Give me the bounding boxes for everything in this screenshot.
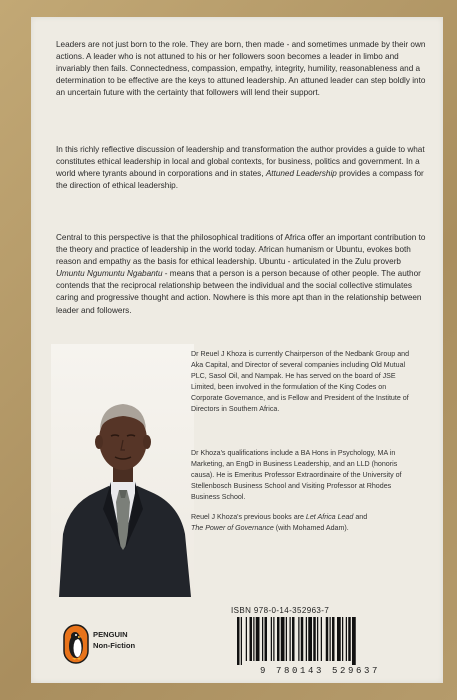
barcode-box (225, 615, 417, 677)
zulu-proverb-italic: Umuntu Ngumuntu Ngabantu (56, 269, 163, 279)
blurb-paragraph-1: Leaders are not just born to the role. They are born, then made - and sometimes unmade by their own actions. A leader who is not attuned to his or her followers soon becomes a leader in limbo and invariably then fails. Connectedness, compassion, empathy, integrity, humility, reasonableness and a determination to be effective are the keys to attuned leadership. An attuned leader can step boldly into an uncertain future with the certainty that followers will lend their support. (56, 40, 426, 98)
barcode-bar (306, 617, 307, 661)
barcode-bar (246, 617, 247, 661)
barcode-bar (281, 617, 285, 661)
barcode-bar (292, 617, 295, 661)
barcode-bar (265, 617, 268, 661)
barcode-bar (277, 617, 280, 661)
barcode-bar (273, 617, 274, 661)
barcode-bar (342, 617, 343, 661)
publisher-series: Non-Fiction (93, 641, 136, 650)
blurb-paragraph-3-text: Central to this perspective is that the philosophical traditions of Africa offer an important contribution to the theory and practice of leadership in the world today. African humanism or Ubuntu, evokes both reason and empathy as the basis for ethical leadership. Ubuntu - articulated in the Zulu proverb (56, 233, 426, 267)
barcode-bar (262, 617, 263, 661)
barcode-bar (256, 617, 260, 661)
barcode-number: 9 780143 529637 (259, 666, 380, 676)
blurb-paragraph-2-text: In this richly reflective discussion of leadership and transformation the author provides a guide to what constitutes ethical leadership in local and global contexts, for business, politics and government. In a world where tyrants abound in corporations and in states, (56, 145, 425, 179)
barcode-bar (301, 617, 304, 661)
author-bio-paragraph-2: Dr Khoza's qualifications include a BA Hons in Psychology, MA in Marketing, an EngD in Business Leadership, and an LLD (honoris causa). He is Emeritus Professor Extraordinaire of the University of Stellenbosch Business School and Visiting Professor at Rhodes Business School. (191, 449, 402, 502)
barcode-bar (332, 617, 335, 661)
barcode-bar (326, 617, 329, 661)
barcode-bar (346, 617, 347, 661)
book-title-italic: Attuned Leadership (265, 169, 337, 179)
barcode-bar (241, 617, 242, 665)
previous-book-title-2: The Power of Governance (191, 524, 274, 533)
barcode-bar (352, 617, 356, 665)
previous-books-text: Reuel J Khoza's previous books are (191, 513, 306, 521)
barcode-bar (290, 617, 291, 661)
barcode-bar (250, 617, 253, 661)
barcode-bar (308, 617, 312, 661)
previous-books-text-end: (with Mohamed Adam). (273, 524, 349, 533)
isbn-label: ISBN 978-0-14-352963-7 (231, 606, 330, 615)
barcode-bar (317, 617, 318, 661)
barcode-bar (321, 617, 322, 661)
barcode-bar (271, 617, 272, 661)
publisher-name: PENGUIN (93, 630, 128, 639)
author-portrait-icon (51, 344, 194, 597)
barcode-bar (298, 617, 299, 661)
penguin-logo-icon (63, 624, 89, 664)
author-bio-paragraph-1: Dr Reuel J Khoza is currently Chairperson of the Nedbank Group and Aka Capital, and Director of several companies including Old Mutual PLC, Sasol Oil, and Nampak. He has served on the board of JSE Limited, been involved in the formulation of the King Codes on Corporate Governance, and is Fellow and President of the Institute of Directors in Southern Africa. (191, 350, 410, 414)
blurb-paragraph-3-text-end: - means that a person is a person because of other people. The author contends that the reciprocal relationship between the individual and the social collective stimulates caring and progressive thought and action. Nowhere is this more apt than in the relationship between leader and followers. (56, 269, 422, 315)
barcode-bar (253, 617, 254, 661)
cover-text-panel (31, 17, 443, 683)
barcode-icon (235, 617, 405, 665)
barcode-bar (286, 617, 287, 661)
author-bio-paragraph-3 (191, 512, 411, 534)
barcode-bar (237, 617, 240, 665)
barcode-bar (330, 617, 331, 661)
publisher-imprint (93, 629, 135, 651)
barcode-bar (348, 617, 351, 661)
previous-books-conjunction: and (353, 513, 368, 521)
barcode-bar (313, 617, 316, 661)
previous-book-title-1: Let Africa Lead (305, 513, 354, 521)
blurb-paragraph-2 (56, 144, 426, 192)
author-photo (51, 344, 194, 597)
barcode-bar (337, 617, 341, 661)
blurb-paragraph-3 (56, 232, 426, 317)
blurb-paragraph-2-text-end: provides a compass for the direction of ethical leadership. (56, 169, 424, 191)
